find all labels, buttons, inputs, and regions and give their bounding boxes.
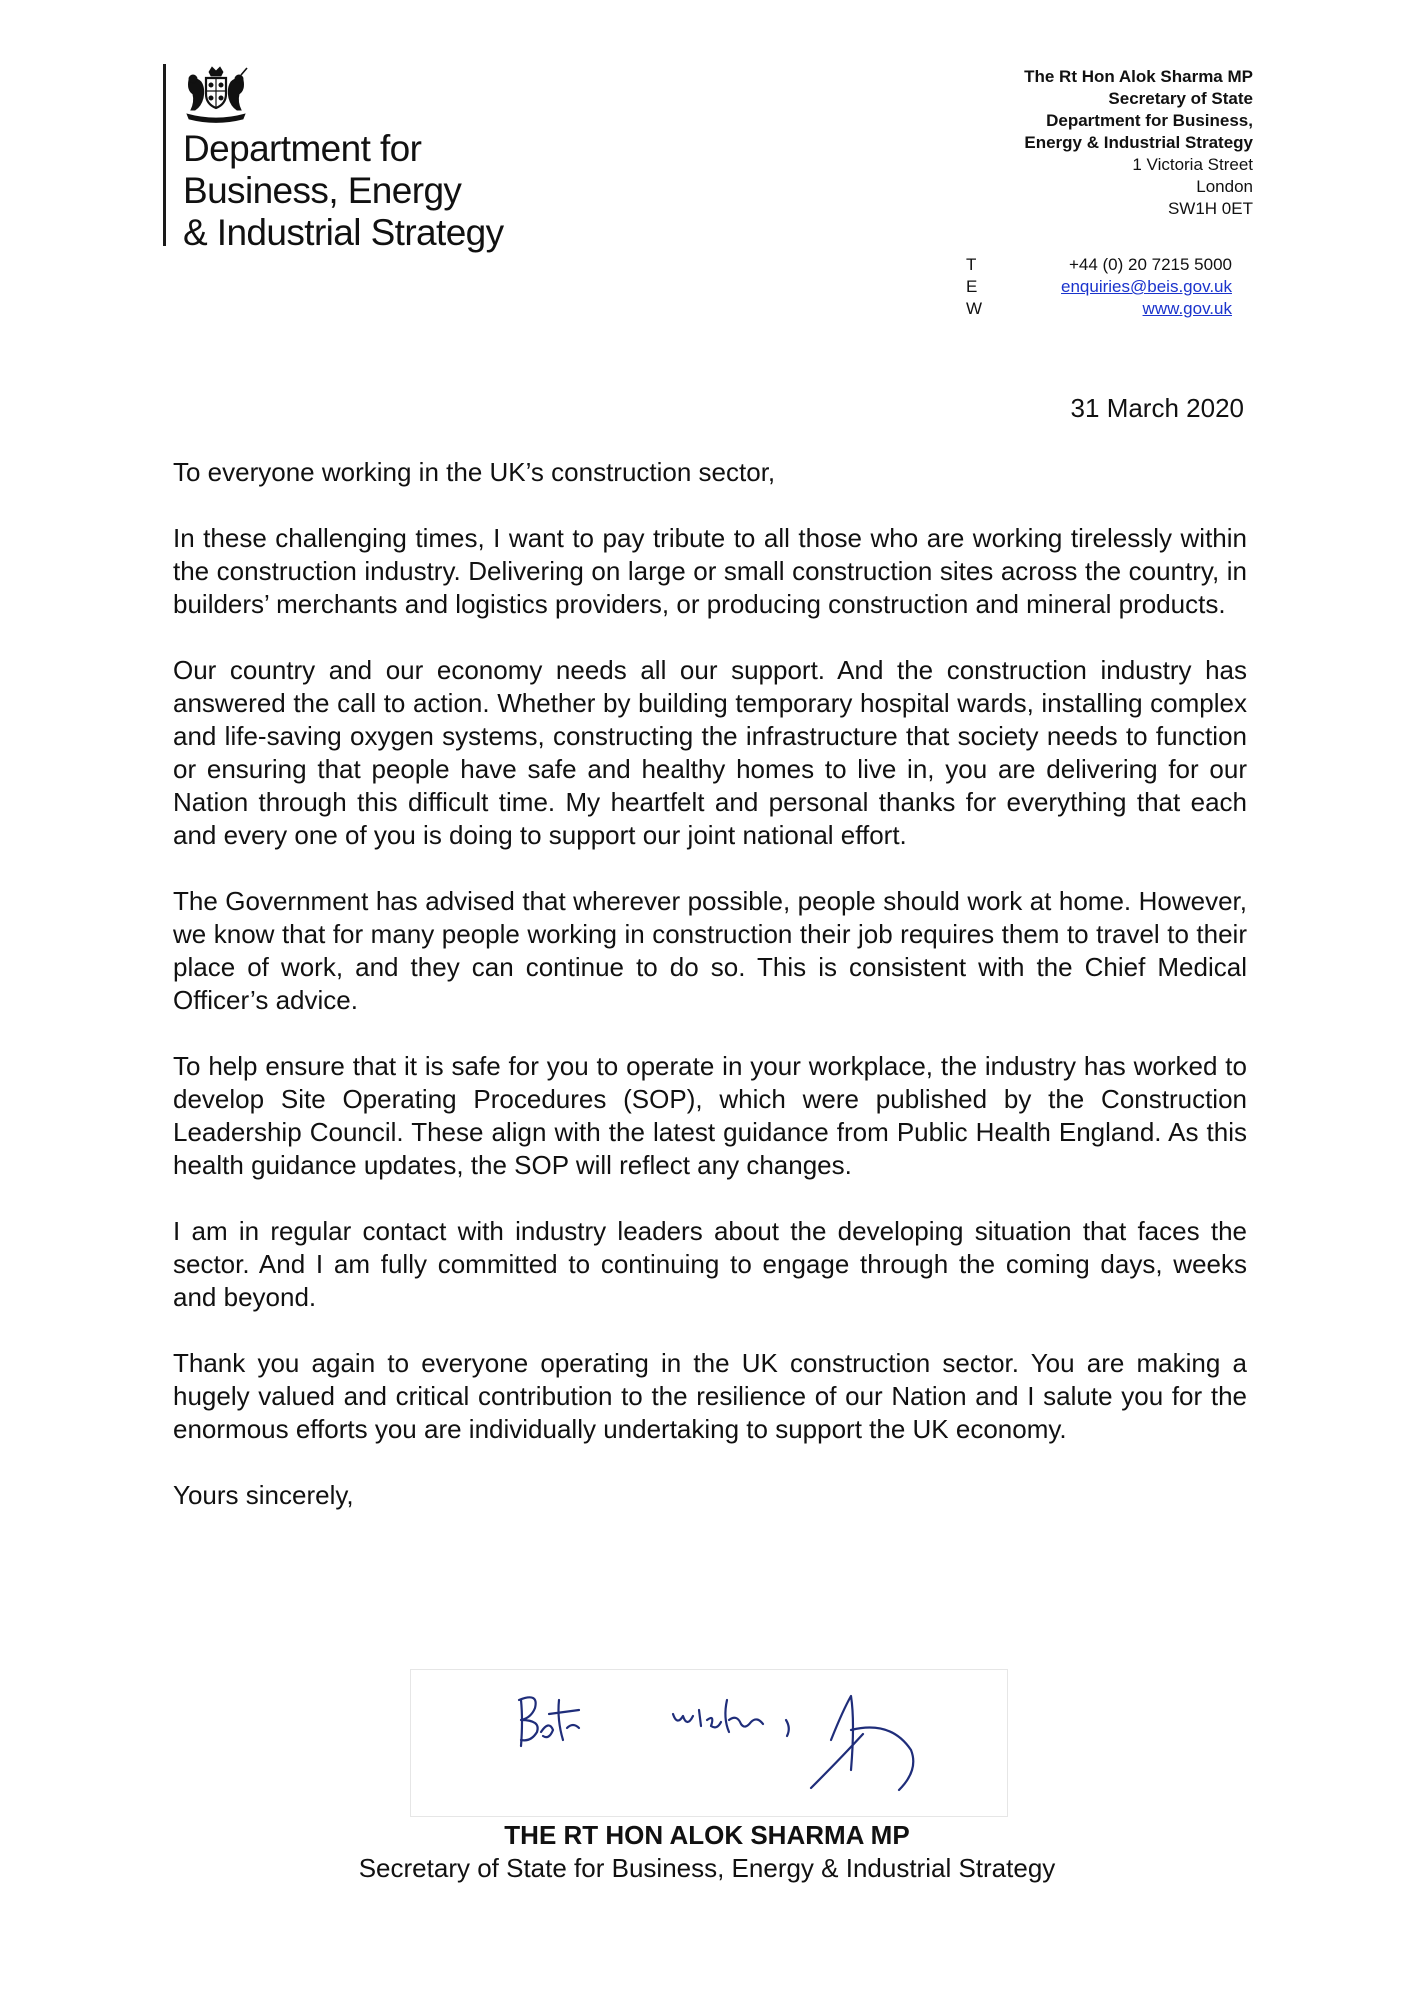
letter-closing: Yours sincerely, <box>173 1480 354 1510</box>
phone-label: T <box>966 255 977 274</box>
letter-date: 31 March 2020 <box>1070 393 1244 423</box>
sender-postcode: SW1H 0ET <box>1167 199 1253 218</box>
phone-number: +44 (0) 20 7215 5000 <box>1068 255 1232 274</box>
signature-image <box>410 1669 1008 1817</box>
letter-greeting: To everyone working in the UK’s construction sector, <box>173 457 776 487</box>
sender-city: London <box>1196 177 1253 196</box>
department-name-line-3: & Industrial Strategy <box>183 212 504 253</box>
letter-paragraph: Our country and our economy needs all our support. And the construction industry has answered the call to action. Whether by building temporary hospital wards, installing complex and life-saving oxygen systems, constructing the infrastructure that society needs to function or ensuring that people have safe and healthy homes to live in, you are delivering for our Nation through this difficult time. My heartfelt and personal thanks for everything that each and every one of you is doing to support our joint national effort. <box>173 655 1247 850</box>
letter-body <box>173 456 1247 1545</box>
web-link[interactable]: www.gov.uk <box>1142 299 1232 318</box>
letter-paragraph: Thank you again to everyone operating in the UK construction sector. You are making a hugely valued and critical contribution to the resilience of our Nation and I salute you for the enormous efforts you are individually undertaking to support the UK economy. <box>173 1348 1247 1444</box>
letter-paragraph: I am in regular contact with industry leaders about the developing situation that faces the sector. And I am fully committed to continuing to engage through the coming days, weeks and beyond. <box>173 1216 1247 1312</box>
letter-paragraph: To help ensure that it is safe for you to operate in your workplace, the industry has worked to develop Site Operating Procedures (SOP), which were published by the Construction Leadership Council. These align with the latest guidance from Public Health England. As this health guidance updates, the SOP will reflect any changes. <box>173 1051 1247 1180</box>
department-name-line-1: Department for <box>183 128 422 169</box>
contact-web-row <box>966 298 1232 320</box>
contact-email-row <box>966 276 1232 298</box>
sender-street: 1 Victoria Street <box>1132 155 1253 174</box>
sender-title: Secretary of State <box>1108 89 1253 108</box>
logo-rule <box>163 64 166 246</box>
contact-phone-row <box>966 254 1232 276</box>
signatory-name: THE RT HON ALOK SHARMA MP <box>504 1820 910 1850</box>
sender-name: The Rt Hon Alok Sharma MP <box>1024 67 1253 86</box>
letter-paragraph: In these challenging times, I want to pay tribute to all those who are working tirelessly within the construction industry. Delivering on large or small construction sites across the country, in builders’ merchants and logistics providers, or producing construction and mineral products. <box>173 523 1247 619</box>
email-label: E <box>966 277 978 296</box>
web-label: W <box>966 299 983 318</box>
signatory-role: Secretary of State for Business, Energy & Industrial Strategy <box>358 1853 1056 1883</box>
department-name-line-2: Business, Energy <box>183 170 462 211</box>
sender-department-line-1: Department for Business, <box>1046 111 1253 130</box>
contact-details <box>966 254 1232 320</box>
sender-department-line-2: Energy & Industrial Strategy <box>1024 133 1253 152</box>
sender-address <box>1024 66 1253 220</box>
royal-coat-of-arms-icon <box>181 66 251 124</box>
department-name <box>183 128 504 254</box>
handwritten-signature-icon <box>411 1670 1007 1816</box>
email-link[interactable]: enquiries@beis.gov.uk <box>1061 277 1232 296</box>
letter-paragraph: The Government has advised that wherever possible, people should work at home. However, we know that for many people working in construction their job requires them to travel to their place of work, and they can continue to do so. This is consistent with the Chief Medical Officer’s advice. <box>173 886 1247 1015</box>
